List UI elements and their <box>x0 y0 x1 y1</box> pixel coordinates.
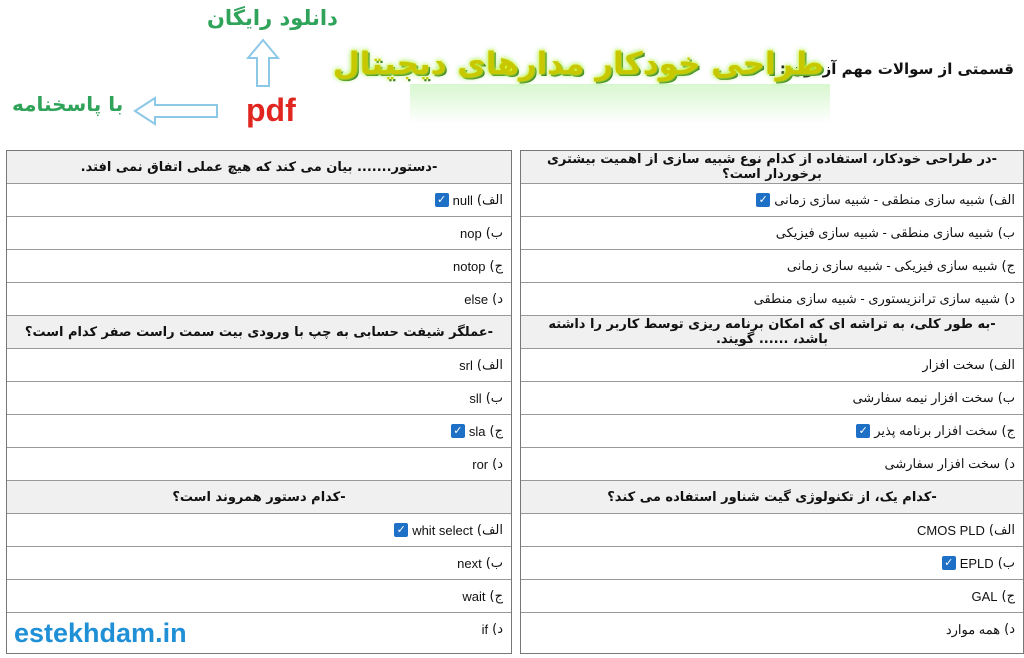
option-row[interactable] <box>7 547 511 580</box>
option-text: else <box>464 291 489 307</box>
option-text: شبیه سازی منطقی - شبیه سازی زمانی <box>774 192 985 207</box>
option-label: الف) <box>988 357 1015 373</box>
option-label: ج) <box>1001 588 1015 604</box>
option-row[interactable] <box>7 514 511 547</box>
option-label: د) <box>492 622 503 637</box>
option-text: ror <box>472 456 489 472</box>
page-title <box>332 46 1014 102</box>
option-row[interactable] <box>521 547 1023 580</box>
title-main: طراحی خودکار مدارهای دیجیتال <box>332 46 824 82</box>
question-row <box>521 316 1023 349</box>
option-row[interactable] <box>7 415 511 448</box>
option-label: ج) <box>489 588 503 604</box>
checkmark-icon: ✓ <box>394 523 408 537</box>
option-text: notop <box>452 258 486 274</box>
checkmark-icon: ✓ <box>451 424 465 438</box>
option-label: ب) <box>485 555 503 571</box>
option-row[interactable] <box>521 349 1023 382</box>
option-label: د) <box>492 456 503 472</box>
question-text: -کدام دستور همروند است؟ <box>172 489 346 505</box>
option-label: ج) <box>1001 258 1015 274</box>
option-label: ب) <box>997 555 1015 571</box>
option-label: ج) <box>489 258 503 274</box>
checkmark-icon: ✓ <box>856 424 870 438</box>
free-download-label: دانلود رایگان <box>207 6 338 30</box>
option-row[interactable] <box>521 283 1023 316</box>
option-row[interactable] <box>7 184 511 217</box>
option-row[interactable] <box>521 250 1023 283</box>
option-row[interactable] <box>521 613 1023 646</box>
option-row[interactable] <box>7 250 511 283</box>
option-row[interactable] <box>7 382 511 415</box>
option-label: ب) <box>997 390 1015 406</box>
arrow-up-icon <box>246 38 280 88</box>
option-text: CMOS PLD <box>916 522 985 538</box>
question-row <box>7 316 511 349</box>
option-row[interactable] <box>521 514 1023 547</box>
option-label: ج) <box>489 423 503 439</box>
option-row[interactable] <box>7 283 511 316</box>
checkmark-icon: ✓ <box>756 193 770 207</box>
option-row[interactable] <box>521 184 1023 217</box>
right-question-panel <box>520 150 1024 654</box>
option-text: srl <box>459 357 473 373</box>
option-label: د) <box>492 291 503 307</box>
question-row <box>521 481 1023 514</box>
option-label: ب) <box>485 225 503 241</box>
site-url: estekhdam.in <box>14 618 187 648</box>
option-text: سخت افزار <box>922 357 985 372</box>
question-text: -دستور....... بیان می کند که هیچ عملی اتفاق نمی افتد. <box>80 159 438 175</box>
option-text: سخت افزار نیمه سفارشی <box>852 390 994 405</box>
option-row[interactable] <box>521 382 1023 415</box>
question-row <box>7 481 511 514</box>
option-label: الف) <box>476 192 503 208</box>
option-label: ب) <box>485 390 503 406</box>
checkmark-icon: ✓ <box>435 193 449 207</box>
option-text: whit select <box>412 522 473 538</box>
option-row[interactable] <box>7 580 511 613</box>
option-text: سخت افزار برنامه پذیر <box>874 423 998 438</box>
option-label: الف) <box>988 192 1015 208</box>
option-text: شبیه سازی فیزیکی - شبیه سازی زمانی <box>786 258 998 273</box>
option-label: الف) <box>476 522 503 538</box>
arrow-left-icon <box>133 96 219 126</box>
question-text: -کدام یک، از تکنولوژی گیت شناور استفاده می کند؟ <box>607 489 937 505</box>
option-text: sla <box>468 423 486 439</box>
question-text: -در طراحی خودکار، استفاده از کدام نوع شبیه سازی از اهمیت بیشتری برخوردار است؟ <box>547 152 997 182</box>
option-text: سخت افزار سفارشی <box>884 456 1001 471</box>
option-row[interactable] <box>521 448 1023 481</box>
option-row[interactable] <box>7 349 511 382</box>
option-text: wait <box>462 588 486 604</box>
option-text: EPLD <box>959 555 994 571</box>
option-label: الف) <box>988 522 1015 538</box>
option-text: null <box>452 192 473 208</box>
option-text: next <box>457 555 482 571</box>
question-row <box>521 151 1023 184</box>
option-text: sll <box>469 390 482 406</box>
option-row[interactable] <box>521 217 1023 250</box>
option-text: nop <box>459 225 482 241</box>
option-label: ب) <box>997 225 1015 241</box>
option-row[interactable] <box>521 580 1023 613</box>
option-label: د) <box>1004 622 1015 637</box>
option-text: شبیه سازی منطقی - شبیه سازی فیزیکی <box>775 225 994 240</box>
option-text: شبیه سازی ترانزیستوری - شبیه سازی منطقی <box>753 291 1001 306</box>
option-label: ج) <box>1001 423 1015 439</box>
option-row[interactable] <box>7 217 511 250</box>
option-text: if <box>481 622 489 637</box>
option-row[interactable] <box>521 415 1023 448</box>
option-label: د) <box>1004 456 1015 472</box>
option-label: د) <box>1004 291 1015 307</box>
option-label: الف) <box>476 357 503 373</box>
title-prefix: قسمتی از سوالات مهم آزمون : <box>779 60 1014 78</box>
with-answers-label: با پاسخنامه <box>12 92 124 116</box>
pdf-label: pdf <box>246 92 296 128</box>
left-question-panel <box>6 150 512 654</box>
question-row <box>7 151 511 184</box>
option-text: GAL <box>971 588 998 604</box>
option-text: همه موارد <box>945 621 1001 637</box>
checkmark-icon: ✓ <box>942 556 956 570</box>
option-row[interactable] <box>7 448 511 481</box>
question-text: -عملگر شیفت حسابی به چپ با ورودی بیت سمت راست صفر کدام است؟ <box>24 324 494 340</box>
question-text: -به طور کلی، به تراشه ای که امکان برنامه ریزی توسط کاربر را داشته باشد، ...... گویند. <box>548 317 996 347</box>
